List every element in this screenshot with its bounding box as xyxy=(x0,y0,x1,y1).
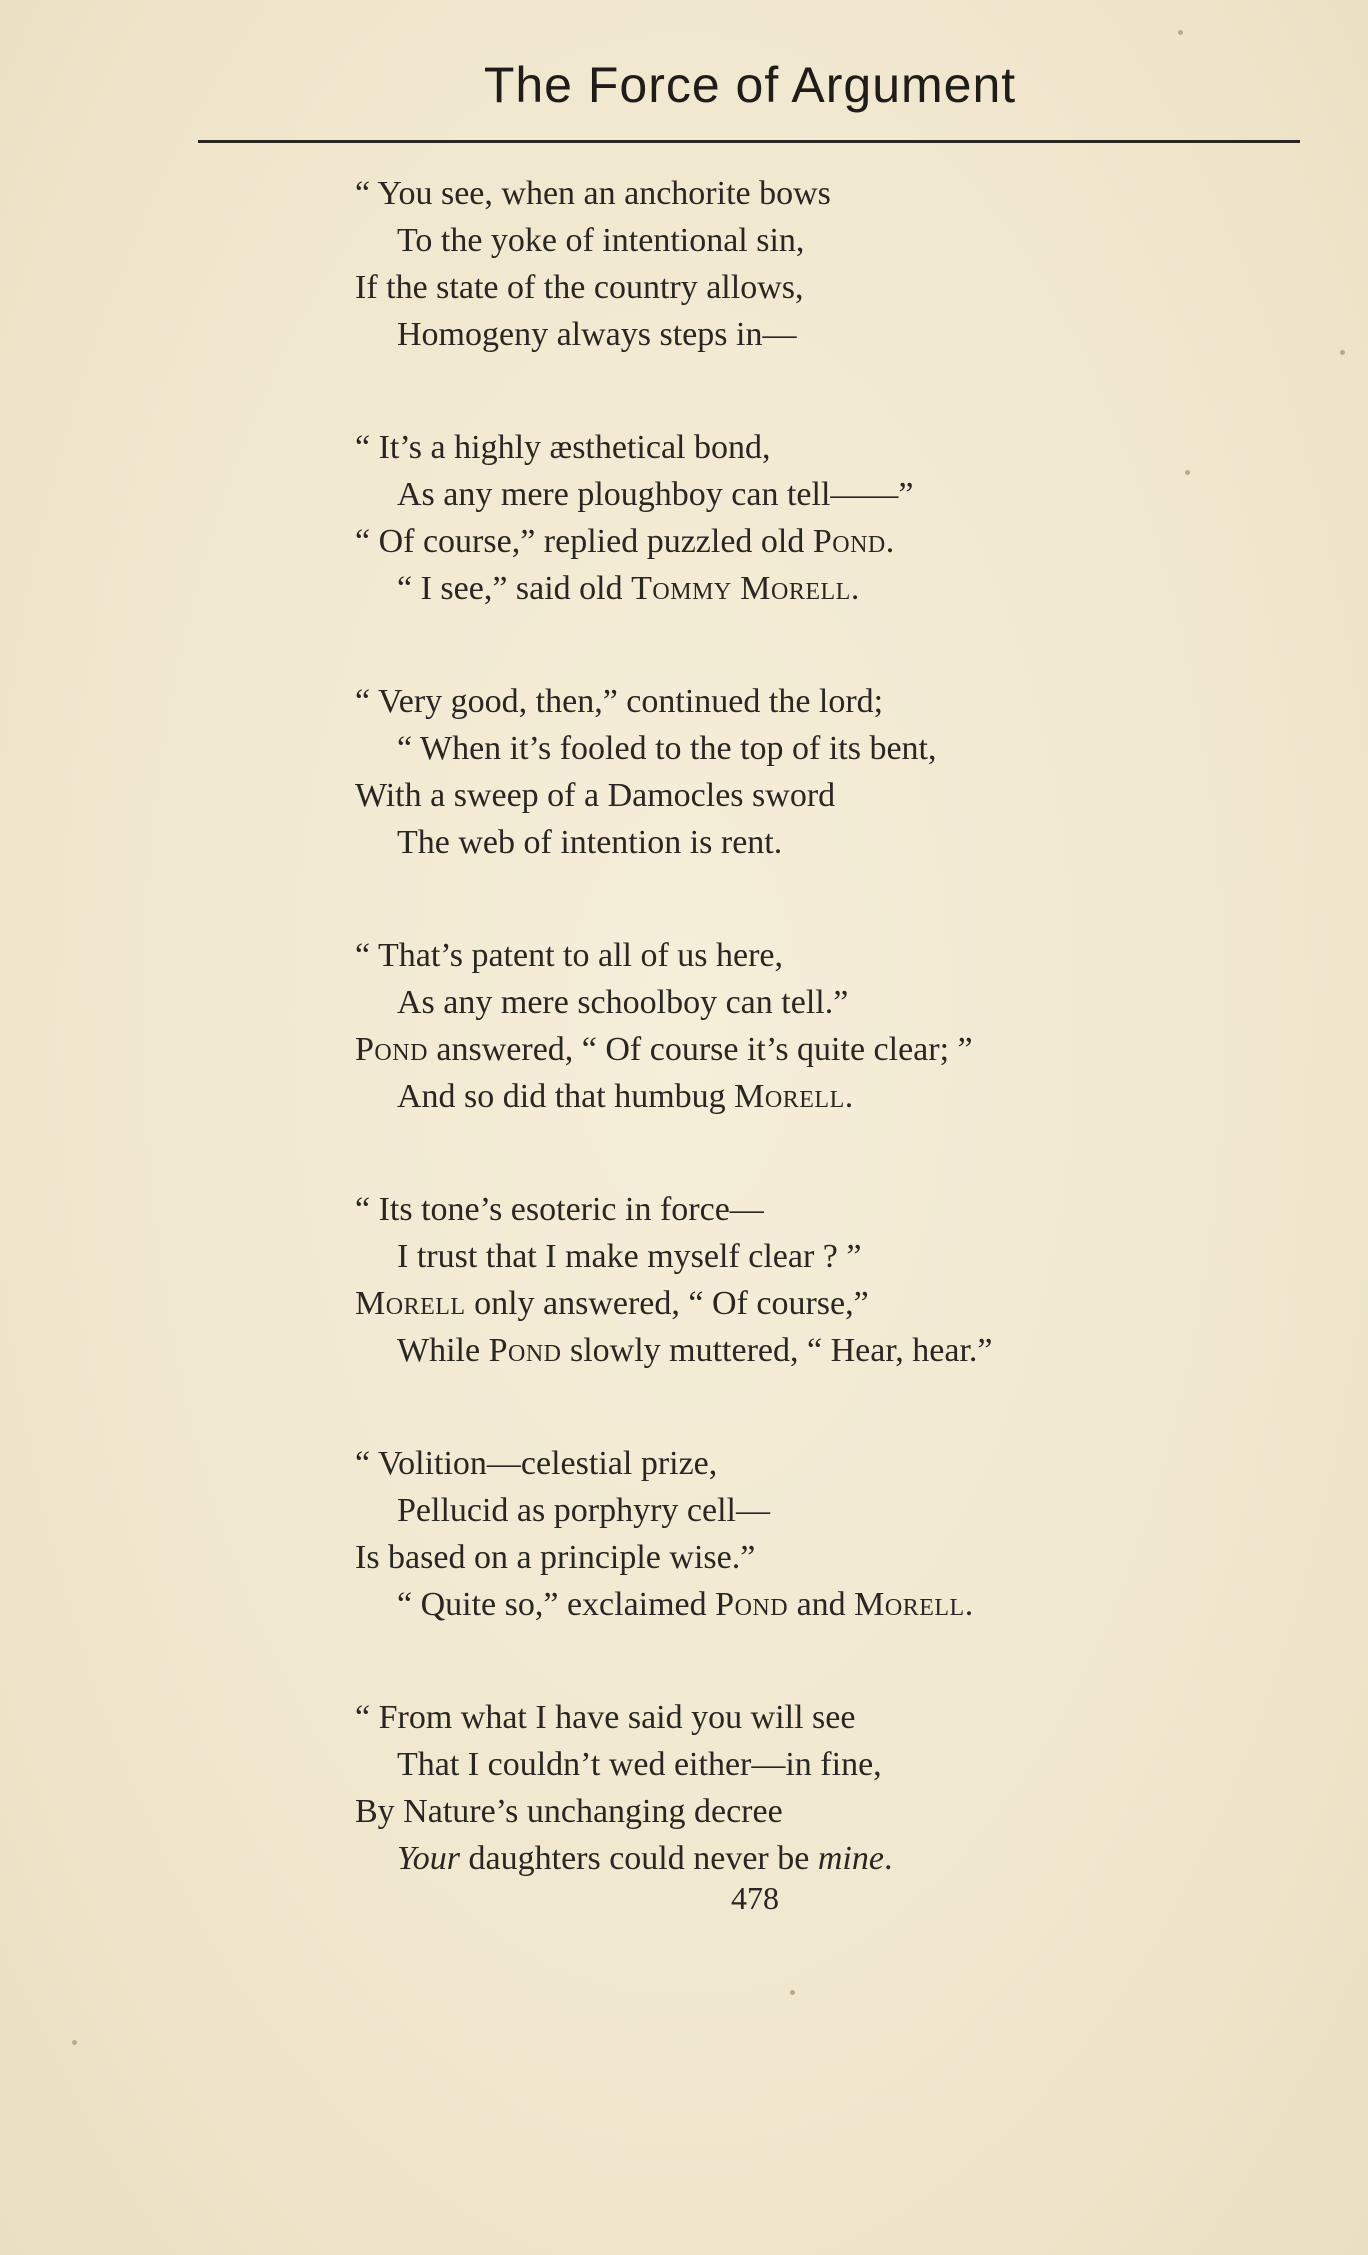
stanza xyxy=(355,1694,1255,1882)
poem-line: Pond answered, “ Of course it’s quite clear; ” xyxy=(355,1031,973,1068)
stanza xyxy=(355,1186,1255,1374)
poem-line: “ Its tone’s esoteric in force— xyxy=(355,1191,764,1228)
poem-line: Pellucid as porphyry cell— xyxy=(397,1492,770,1529)
paper-speck xyxy=(1340,350,1345,355)
poem-line: “ Quite so,” exclaimed Pond and Morell. xyxy=(397,1586,974,1623)
paper-speck xyxy=(790,1990,795,1995)
running-title: The Force of Argument xyxy=(483,57,1017,113)
poem-line: By Nature’s unchanging decree xyxy=(355,1793,783,1830)
stanza xyxy=(355,1440,1255,1628)
poem-line: If the state of the country allows, xyxy=(355,269,804,306)
poem-line: “ Very good, then,” continued the lord; xyxy=(355,683,884,720)
paper-speck xyxy=(1178,30,1183,35)
poem-line: The web of intention is rent. xyxy=(397,824,783,861)
poem-line: As any mere schoolboy can tell.” xyxy=(397,984,849,1021)
poem-line: And so did that humbug Morell. xyxy=(397,1078,854,1115)
poem-line: “ I see,” said old Tommy Morell. xyxy=(397,570,860,607)
poem-line: “ When it’s fooled to the top of its bent, xyxy=(397,730,937,767)
poem-line: “ Volition—celestial prize, xyxy=(355,1445,718,1482)
poem-line: As any mere ploughboy can tell——” xyxy=(397,476,914,513)
poem-line: “ Of course,” replied puzzled old Pond. xyxy=(355,523,895,560)
paper-speck xyxy=(1185,470,1190,475)
poem-line: I trust that I make myself clear ? ” xyxy=(397,1238,862,1275)
poem-line: That I couldn’t wed either—in fine, xyxy=(397,1746,882,1783)
header-rule xyxy=(198,140,1300,143)
poem-line: “ It’s a highly æsthetical bond, xyxy=(355,429,771,466)
page-number: 478 xyxy=(731,1880,779,1916)
poem-line: To the yoke of intentional sin, xyxy=(397,222,805,259)
poem-line: Is based on a principle wise.” xyxy=(355,1539,756,1576)
stanza xyxy=(355,932,1255,1120)
stanza xyxy=(355,424,1255,612)
poem-line: Homogeny always steps in— xyxy=(397,316,797,353)
stanza xyxy=(355,170,1255,358)
poem xyxy=(355,170,1255,1948)
poem-line: “ From what I have said you will see xyxy=(355,1699,856,1736)
poem-line: “ You see, when an anchorite bows xyxy=(355,175,831,212)
poem-line: “ That’s patent to all of us here, xyxy=(355,937,784,974)
poem-line: Your daughters could never be mine. xyxy=(397,1840,893,1877)
poem-line: While Pond slowly muttered, “ Hear, hear.” xyxy=(397,1332,993,1369)
stanza xyxy=(355,678,1255,866)
poem-line: Morell only answered, “ Of course,” xyxy=(355,1285,869,1322)
poem-line: With a sweep of a Damocles sword xyxy=(355,777,836,814)
paper-speck xyxy=(72,2040,77,2045)
